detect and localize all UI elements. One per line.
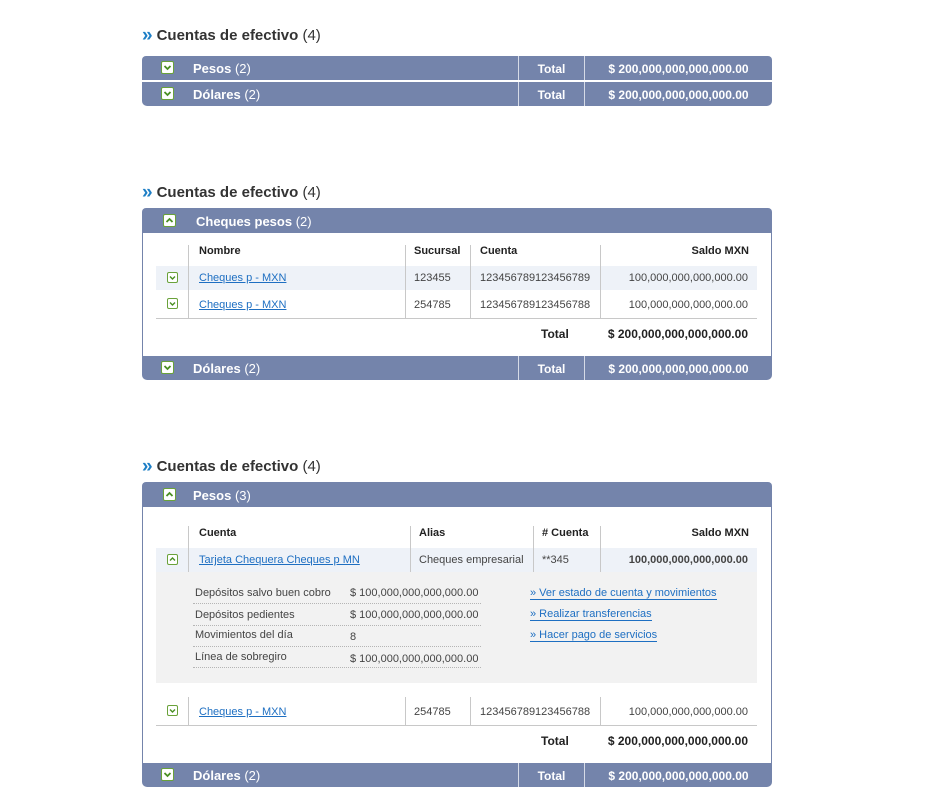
branch: 254785	[414, 299, 451, 311]
header-sucursal[interactable]: Sucursal	[414, 245, 461, 257]
group-bar-dolares[interactable]	[142, 356, 772, 380]
chevron-up-icon[interactable]	[167, 554, 178, 565]
pay-services-link[interactable]: » Hacer pago de servicios	[530, 629, 658, 641]
total-amount: $ 200,000,000,000,000.00	[608, 362, 749, 376]
total-label: Total	[537, 362, 566, 376]
total-amount: $ 200,000,000,000,000.00	[608, 88, 749, 102]
account-number: 123456789123456788	[480, 706, 591, 718]
header-alias[interactable]: Alias	[419, 527, 446, 539]
detail-label: Depósitos salvo buen cobro	[195, 587, 331, 599]
header-cuenta[interactable]: Cuenta	[199, 527, 237, 539]
account-name-link[interactable]: Tarjeta Chequera Cheques p MN	[199, 554, 360, 566]
chevron-down-icon[interactable]	[167, 298, 178, 309]
accounts-table-panel	[142, 233, 772, 356]
section-count: (4)	[302, 184, 321, 201]
account-name-link[interactable]: Cheques p - MXN	[199, 706, 287, 718]
double-chevron-icon: »	[142, 182, 153, 203]
detail-value: 8	[350, 631, 357, 643]
balance: 100,000,000,000,000.00	[628, 272, 748, 284]
account-name-link[interactable]: Cheques p - MXN	[199, 272, 287, 284]
group-label: Dólares (2)	[193, 361, 261, 376]
accounts-table-panel	[142, 507, 772, 763]
section-title-text: Cuentas de efectivo	[156, 184, 299, 201]
detail-label: Movimientos del día	[195, 629, 293, 641]
account-number: 123456789123456788	[480, 299, 591, 311]
total-amount: $ 200,000,000,000,000.00	[607, 327, 748, 341]
total-amount: $ 200,000,000,000,000.00	[608, 769, 749, 783]
chevron-down-icon[interactable]	[167, 705, 178, 716]
group-label: Dólares (2)	[193, 768, 261, 783]
chevron-up-icon[interactable]	[163, 214, 176, 227]
section-title	[142, 455, 321, 477]
balance: 100,000,000,000,000.00	[628, 706, 748, 718]
view-statement-link[interactable]: » Ver estado de cuenta y movimientos	[530, 587, 717, 599]
chevron-down-icon[interactable]	[161, 768, 174, 781]
group-bar-cheques-pesos[interactable]	[142, 208, 772, 233]
detail-value: $ 100,000,000,000,000.00	[350, 653, 479, 665]
group-bar-dolares[interactable]	[142, 82, 772, 106]
group-label: Dólares (2)	[193, 87, 261, 102]
group-bar-pesos[interactable]	[142, 482, 772, 507]
account-number: 123456789123456789	[480, 272, 591, 284]
double-chevron-icon: »	[142, 456, 153, 477]
balance: 100,000,000,000,000.00	[628, 554, 748, 566]
header-cuenta[interactable]: Cuenta	[480, 245, 518, 257]
branch: 254785	[414, 706, 451, 718]
branch: 123455	[414, 272, 451, 284]
section-title-text: Cuentas de efectivo	[156, 458, 299, 475]
total-amount: $ 200,000,000,000,000.00	[608, 62, 749, 76]
chevron-down-icon[interactable]	[167, 272, 178, 283]
group-bar-pesos[interactable]	[142, 56, 772, 80]
header-num-cuenta[interactable]: # Cuenta	[542, 527, 589, 539]
group-label: Cheques pesos (2)	[196, 214, 312, 229]
detail-value: $ 100,000,000,000,000.00	[350, 609, 479, 621]
section-title-text: Cuentas de efectivo	[156, 27, 299, 44]
total-label: Total	[541, 734, 569, 748]
total-label: Total	[537, 62, 566, 76]
alias: Cheques empresarial	[419, 554, 524, 566]
section-title	[142, 24, 321, 46]
double-chevron-icon: »	[142, 25, 153, 46]
section-title	[142, 181, 321, 203]
total-label: Total	[537, 88, 566, 102]
total-amount: $ 200,000,000,000,000.00	[607, 734, 748, 748]
total-label: Total	[541, 327, 569, 341]
header-saldo[interactable]: Saldo MXN	[691, 245, 749, 257]
total-label: Total	[537, 769, 566, 783]
transfer-link[interactable]: » Realizar transferencias	[530, 608, 652, 620]
account-name-link[interactable]: Cheques p - MXN	[199, 299, 287, 311]
group-bar-dolares[interactable]	[142, 763, 772, 787]
group-label: Pesos (2)	[193, 61, 251, 76]
detail-label: Depósitos pedientes	[195, 609, 295, 621]
chevron-down-icon[interactable]	[161, 61, 174, 74]
chevron-up-icon[interactable]	[163, 488, 176, 501]
header-nombre[interactable]: Nombre	[199, 245, 241, 257]
account-number: **345	[542, 554, 569, 566]
balance: 100,000,000,000,000.00	[628, 299, 748, 311]
detail-label: Línea de sobregiro	[195, 651, 287, 663]
section-count: (4)	[302, 458, 321, 475]
chevron-down-icon[interactable]	[161, 361, 174, 374]
section-count: (4)	[302, 27, 321, 44]
detail-value: $ 100,000,000,000,000.00	[350, 587, 479, 599]
group-label: Pesos (3)	[193, 488, 251, 503]
chevron-down-icon[interactable]	[161, 87, 174, 100]
header-saldo[interactable]: Saldo MXN	[691, 527, 749, 539]
